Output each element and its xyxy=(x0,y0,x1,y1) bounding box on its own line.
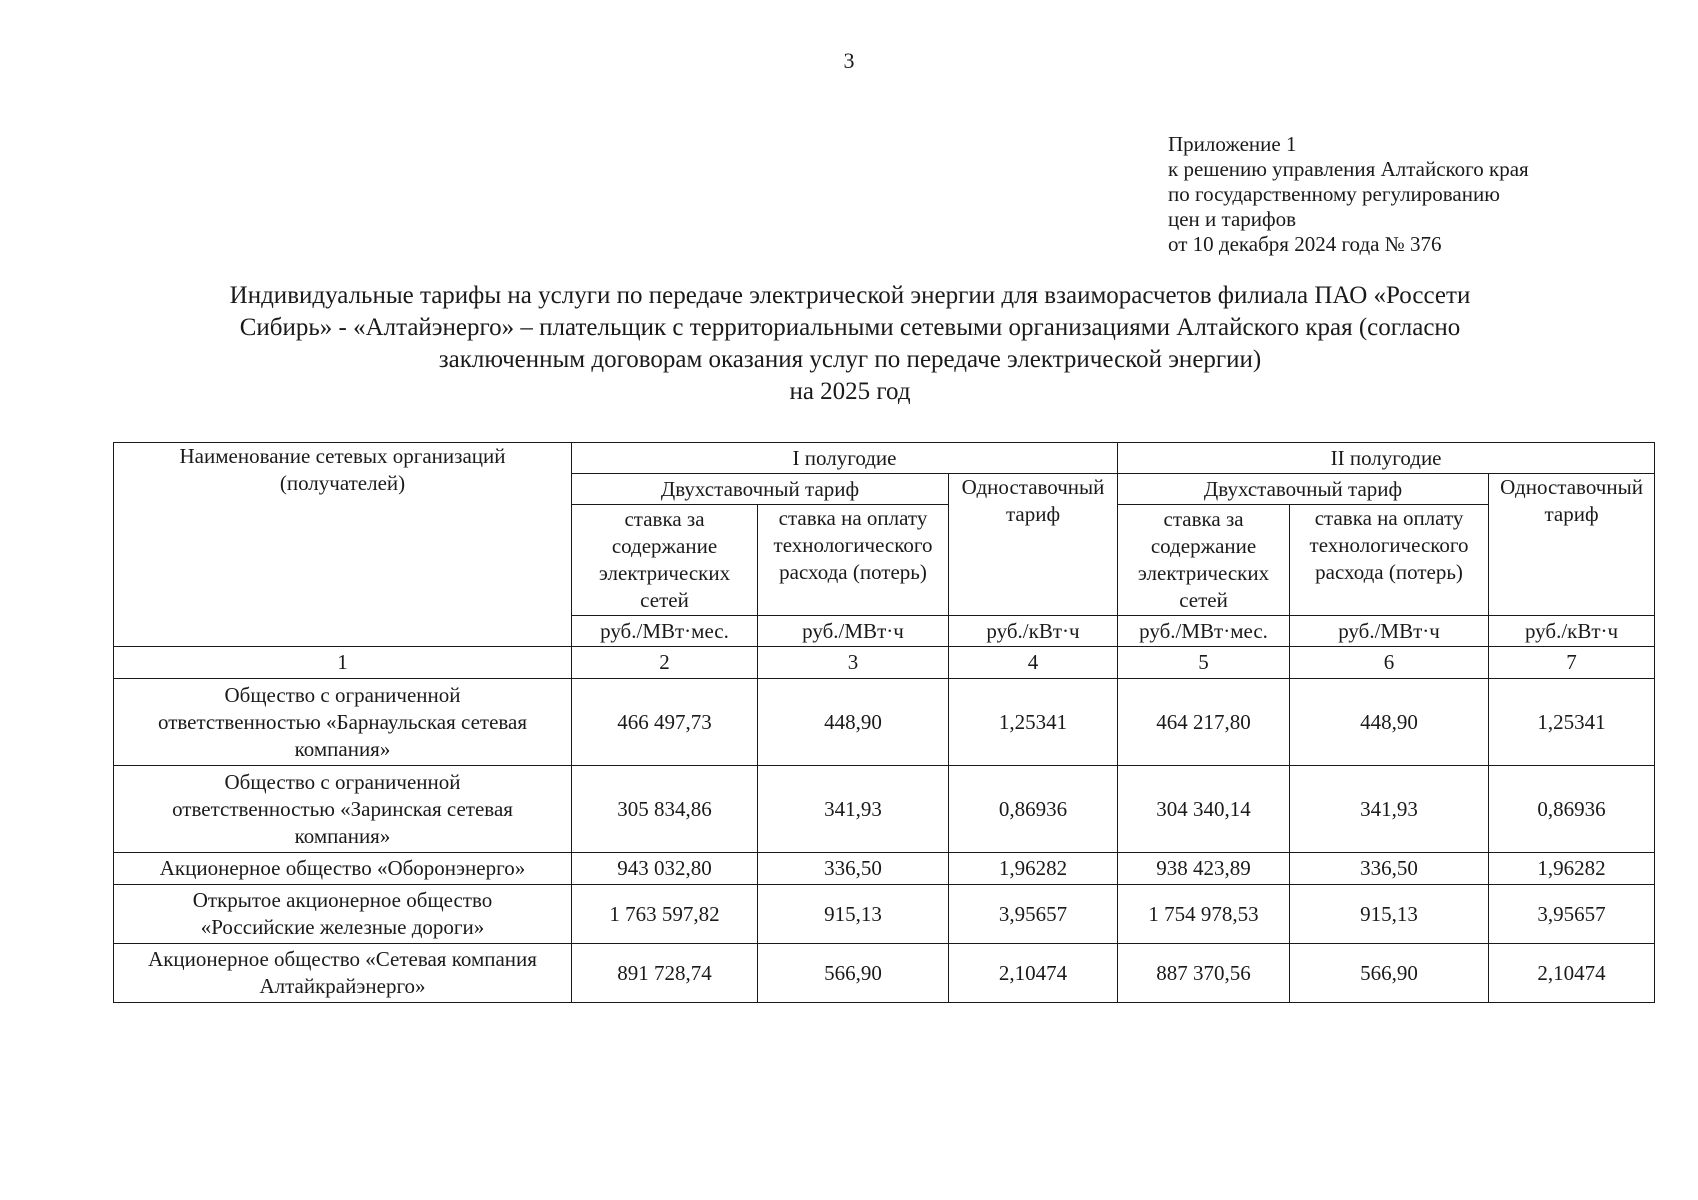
table-cell: 1,25341 xyxy=(1489,679,1655,766)
table-cell: 448,90 xyxy=(758,679,949,766)
appendix-line: Приложение 1 xyxy=(1168,132,1297,156)
table-row xyxy=(114,679,1655,766)
unit-cell: руб./МВт·мес. xyxy=(1118,616,1290,647)
name-column-header: Наименование сетевых организаций (получателей) xyxy=(114,443,572,647)
unit-cell: руб./МВт·мес. xyxy=(572,616,758,647)
table-cell: 0,86936 xyxy=(949,766,1118,853)
column-number: 5 xyxy=(1118,647,1290,679)
column-number: 4 xyxy=(949,647,1118,679)
table-cell: 1 763 597,82 xyxy=(572,885,758,944)
half2-maintenance-rate-header: ставка за содержание электрических сетей xyxy=(1118,505,1290,616)
table-cell: 1,96282 xyxy=(949,853,1118,885)
table-cell: 2,10474 xyxy=(949,944,1118,1003)
half2-loss-rate-header: ставка на оплату технологического расхода (потерь) xyxy=(1290,505,1489,616)
table-cell: 304 340,14 xyxy=(1118,766,1290,853)
organization-name: Общество с ограниченной ответственностью «Барнаульская сетевая компания» xyxy=(114,679,572,766)
column-number: 7 xyxy=(1489,647,1655,679)
organization-name: Общество с ограниченной ответственностью «Заринская сетевая компания» xyxy=(114,766,572,853)
half1-two-rate-header: Двухставочный тариф xyxy=(572,474,949,505)
column-number: 2 xyxy=(572,647,758,679)
appendix-line: по государственному регулированию xyxy=(1168,182,1500,206)
table-cell: 341,93 xyxy=(758,766,949,853)
column-number: 3 xyxy=(758,647,949,679)
table-cell: 943 032,80 xyxy=(572,853,758,885)
unit-cell: руб./кВт·ч xyxy=(949,616,1118,647)
appendix-line: цен и тарифов xyxy=(1168,207,1297,231)
title-line: на 2025 год xyxy=(789,378,911,405)
table-cell: 1 754 978,53 xyxy=(1118,885,1290,944)
page-number: 3 xyxy=(843,48,855,73)
header-row-halves xyxy=(114,443,1655,474)
table-cell: 464 217,80 xyxy=(1118,679,1290,766)
title-line: Индивидуальные тарифы на услуги по передаче электрической энергии для взаиморасчетов филиала ПАО «Россети xyxy=(229,282,1471,309)
appendix-block xyxy=(1168,132,1529,257)
appendix-line: к решению управления Алтайского края xyxy=(1168,157,1529,181)
organization-name: Акционерное общество «Сетевая компания Алтайкрайэнерго» xyxy=(114,944,572,1003)
half2-two-rate-header: Двухставочный тариф xyxy=(1118,474,1489,505)
tariff-table xyxy=(113,442,1655,1003)
unit-cell: руб./кВт·ч xyxy=(1489,616,1655,647)
table-row xyxy=(114,944,1655,1003)
half1-one-rate-header: Одноставочный тариф xyxy=(949,474,1118,616)
table-cell: 466 497,73 xyxy=(572,679,758,766)
title-line: Сибирь» - «Алтайэнерго» – плательщик с территориальными сетевыми организациями Алтайского края (согласно xyxy=(239,314,1461,341)
table-cell: 566,90 xyxy=(758,944,949,1003)
table-cell: 915,13 xyxy=(1290,885,1489,944)
table-cell: 891 728,74 xyxy=(572,944,758,1003)
table-cell: 341,93 xyxy=(1290,766,1489,853)
table-row xyxy=(114,885,1655,944)
half1-header: I полугодие xyxy=(572,443,1118,474)
table-row xyxy=(114,766,1655,853)
table-cell: 915,13 xyxy=(758,885,949,944)
half1-maintenance-rate-header: ставка за содержание электрических сетей xyxy=(572,505,758,616)
column-number: 6 xyxy=(1290,647,1489,679)
table-row xyxy=(114,853,1655,885)
table-cell: 305 834,86 xyxy=(572,766,758,853)
table-cell: 0,86936 xyxy=(1489,766,1655,853)
table-cell: 3,95657 xyxy=(1489,885,1655,944)
table-cell: 1,96282 xyxy=(1489,853,1655,885)
table-cell: 2,10474 xyxy=(1489,944,1655,1003)
table-cell: 1,25341 xyxy=(949,679,1118,766)
table-cell: 566,90 xyxy=(1290,944,1489,1003)
unit-cell: руб./МВт·ч xyxy=(1290,616,1489,647)
table-cell: 3,95657 xyxy=(949,885,1118,944)
half1-loss-rate-header: ставка на оплату технологического расхода (потерь) xyxy=(758,505,949,616)
document-title xyxy=(150,280,1550,408)
table-cell: 336,50 xyxy=(1290,853,1489,885)
table-cell: 938 423,89 xyxy=(1118,853,1290,885)
header-row-column-numbers xyxy=(114,647,1655,679)
unit-cell: руб./МВт·ч xyxy=(758,616,949,647)
title-line: заключенным договорам оказания услуг по передаче электрической энергии) xyxy=(438,346,1262,373)
column-number: 1 xyxy=(114,647,572,679)
appendix-line: от 10 декабря 2024 года № 376 xyxy=(1168,232,1442,256)
table-cell: 448,90 xyxy=(1290,679,1489,766)
half2-one-rate-header: Одноставочный тариф xyxy=(1489,474,1655,616)
table-cell: 336,50 xyxy=(758,853,949,885)
table-cell: 887 370,56 xyxy=(1118,944,1290,1003)
organization-name: Акционерное общество «Оборонэнерго» xyxy=(114,853,572,885)
organization-name: Открытое акционерное общество «Российские железные дороги» xyxy=(114,885,572,944)
half2-header: II полугодие xyxy=(1118,443,1655,474)
